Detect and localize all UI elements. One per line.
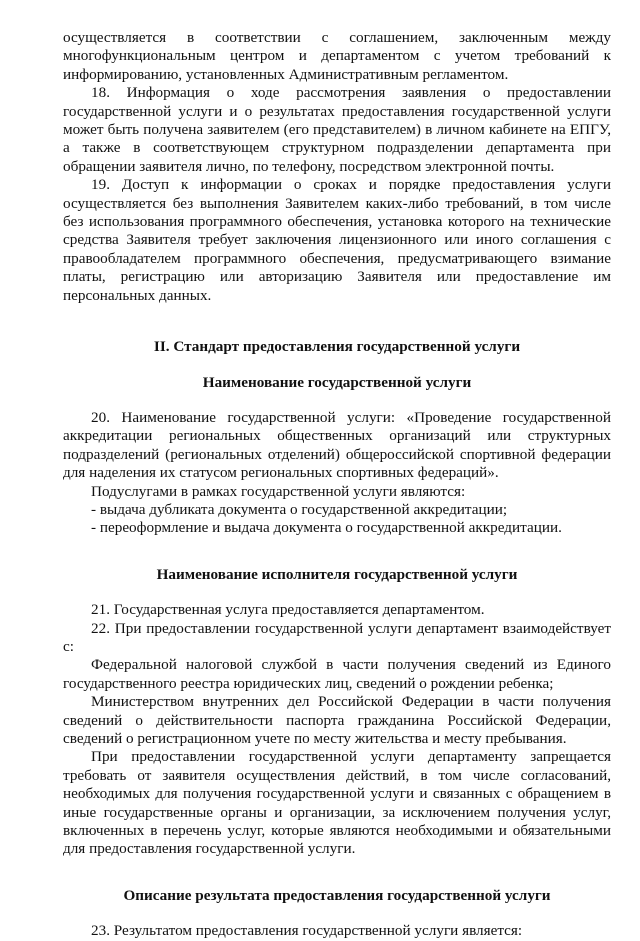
subheading-result-description: Описание результата предоставления государственной услуги bbox=[123, 886, 551, 904]
paragraph-18: 18. Информация о ходе рассмотрения заявления о предоставлении государственной услуги и о результатах предоставления государственной услуги может быть получена заявителем (его представителем) в личном кабинете на ЕПГУ, а также в соответствующем структурном подразделении департамента при обращении заявителя лично, по телефону, посредством электронной почты. bbox=[63, 84, 611, 175]
paragraph-continuation: осуществляется в соответствии с соглашением, заключенным между многофункциональным центром и департаментом с учетом требований к информированию, установленных Административным регламентом. bbox=[63, 29, 611, 83]
paragraph-21: 21. Государственная услуга предоставляется департаментом. bbox=[91, 601, 485, 619]
list-item-duplicate: - выдача дубликата документа о государственной аккредитации; bbox=[91, 500, 508, 518]
section-heading-standard: II. Стандарт предоставления государственной услуги bbox=[153, 338, 521, 356]
subheading-service-name: Наименование государственной услуги bbox=[202, 373, 472, 391]
paragraph-22-interior-ministry: Министерством внутренних дел Российской Федерации в части получения сведений о действительности паспорта гражданина Российской Федерации, сведений о регистрационном учете по месту жительства и месту пребывания. bbox=[63, 693, 611, 747]
subheading-executor-name: Наименование исполнителя государственной услуги bbox=[156, 565, 518, 583]
paragraph-22-tax-service: Федеральной налоговой службой в части получения сведений из Единого государственного реестра юридических лиц, сведений о рождении ребенка; bbox=[63, 656, 611, 692]
list-item-reissue: - переоформление и выдача документа о государственной аккредитации. bbox=[91, 519, 562, 537]
paragraph-20-subservices: Подуслугами в рамках государственной услуги являются: bbox=[91, 482, 466, 500]
paragraph-22-prohibition: При предоставлении государственной услуги департаменту запрещается требовать от заявителя осуществления действий, в том числе согласований, необходимых для получения государственной услуги и связанных с обращением в иные государственные органы и организации, за исключением получения услуг, включенных в перечень услуг, которые являются необходимыми и обязательными для предоставления государственной услуги. bbox=[63, 748, 611, 858]
paragraph-20: 20. Наименование государственной услуги: «Проведение государственной аккредитации региональных общественных организаций или структурных подразделений (региональных отделений) общероссийской спортивной федерации для наделения их статусом региональных спортивных федераций». bbox=[63, 408, 611, 482]
paragraph-22: 22. При предоставлении государственной услуги департамент взаимодействует с: bbox=[63, 619, 611, 655]
paragraph-19: 19. Доступ к информации о сроках и порядке предоставления услуги осуществляется без выполнения Заявителем каких-либо требований, в том числе без использования программного обеспечения, установка которого на технические средства Заявителя требует заключения лицензионного или иного соглашения с правообладателем программного обеспечения, предусматривающего взимание платы, регистрацию или авторизацию Заявителя или предоставление им персональных данных. bbox=[63, 176, 611, 304]
paragraph-23: 23. Результатом предоставления государственной услуги является: bbox=[91, 922, 523, 940]
